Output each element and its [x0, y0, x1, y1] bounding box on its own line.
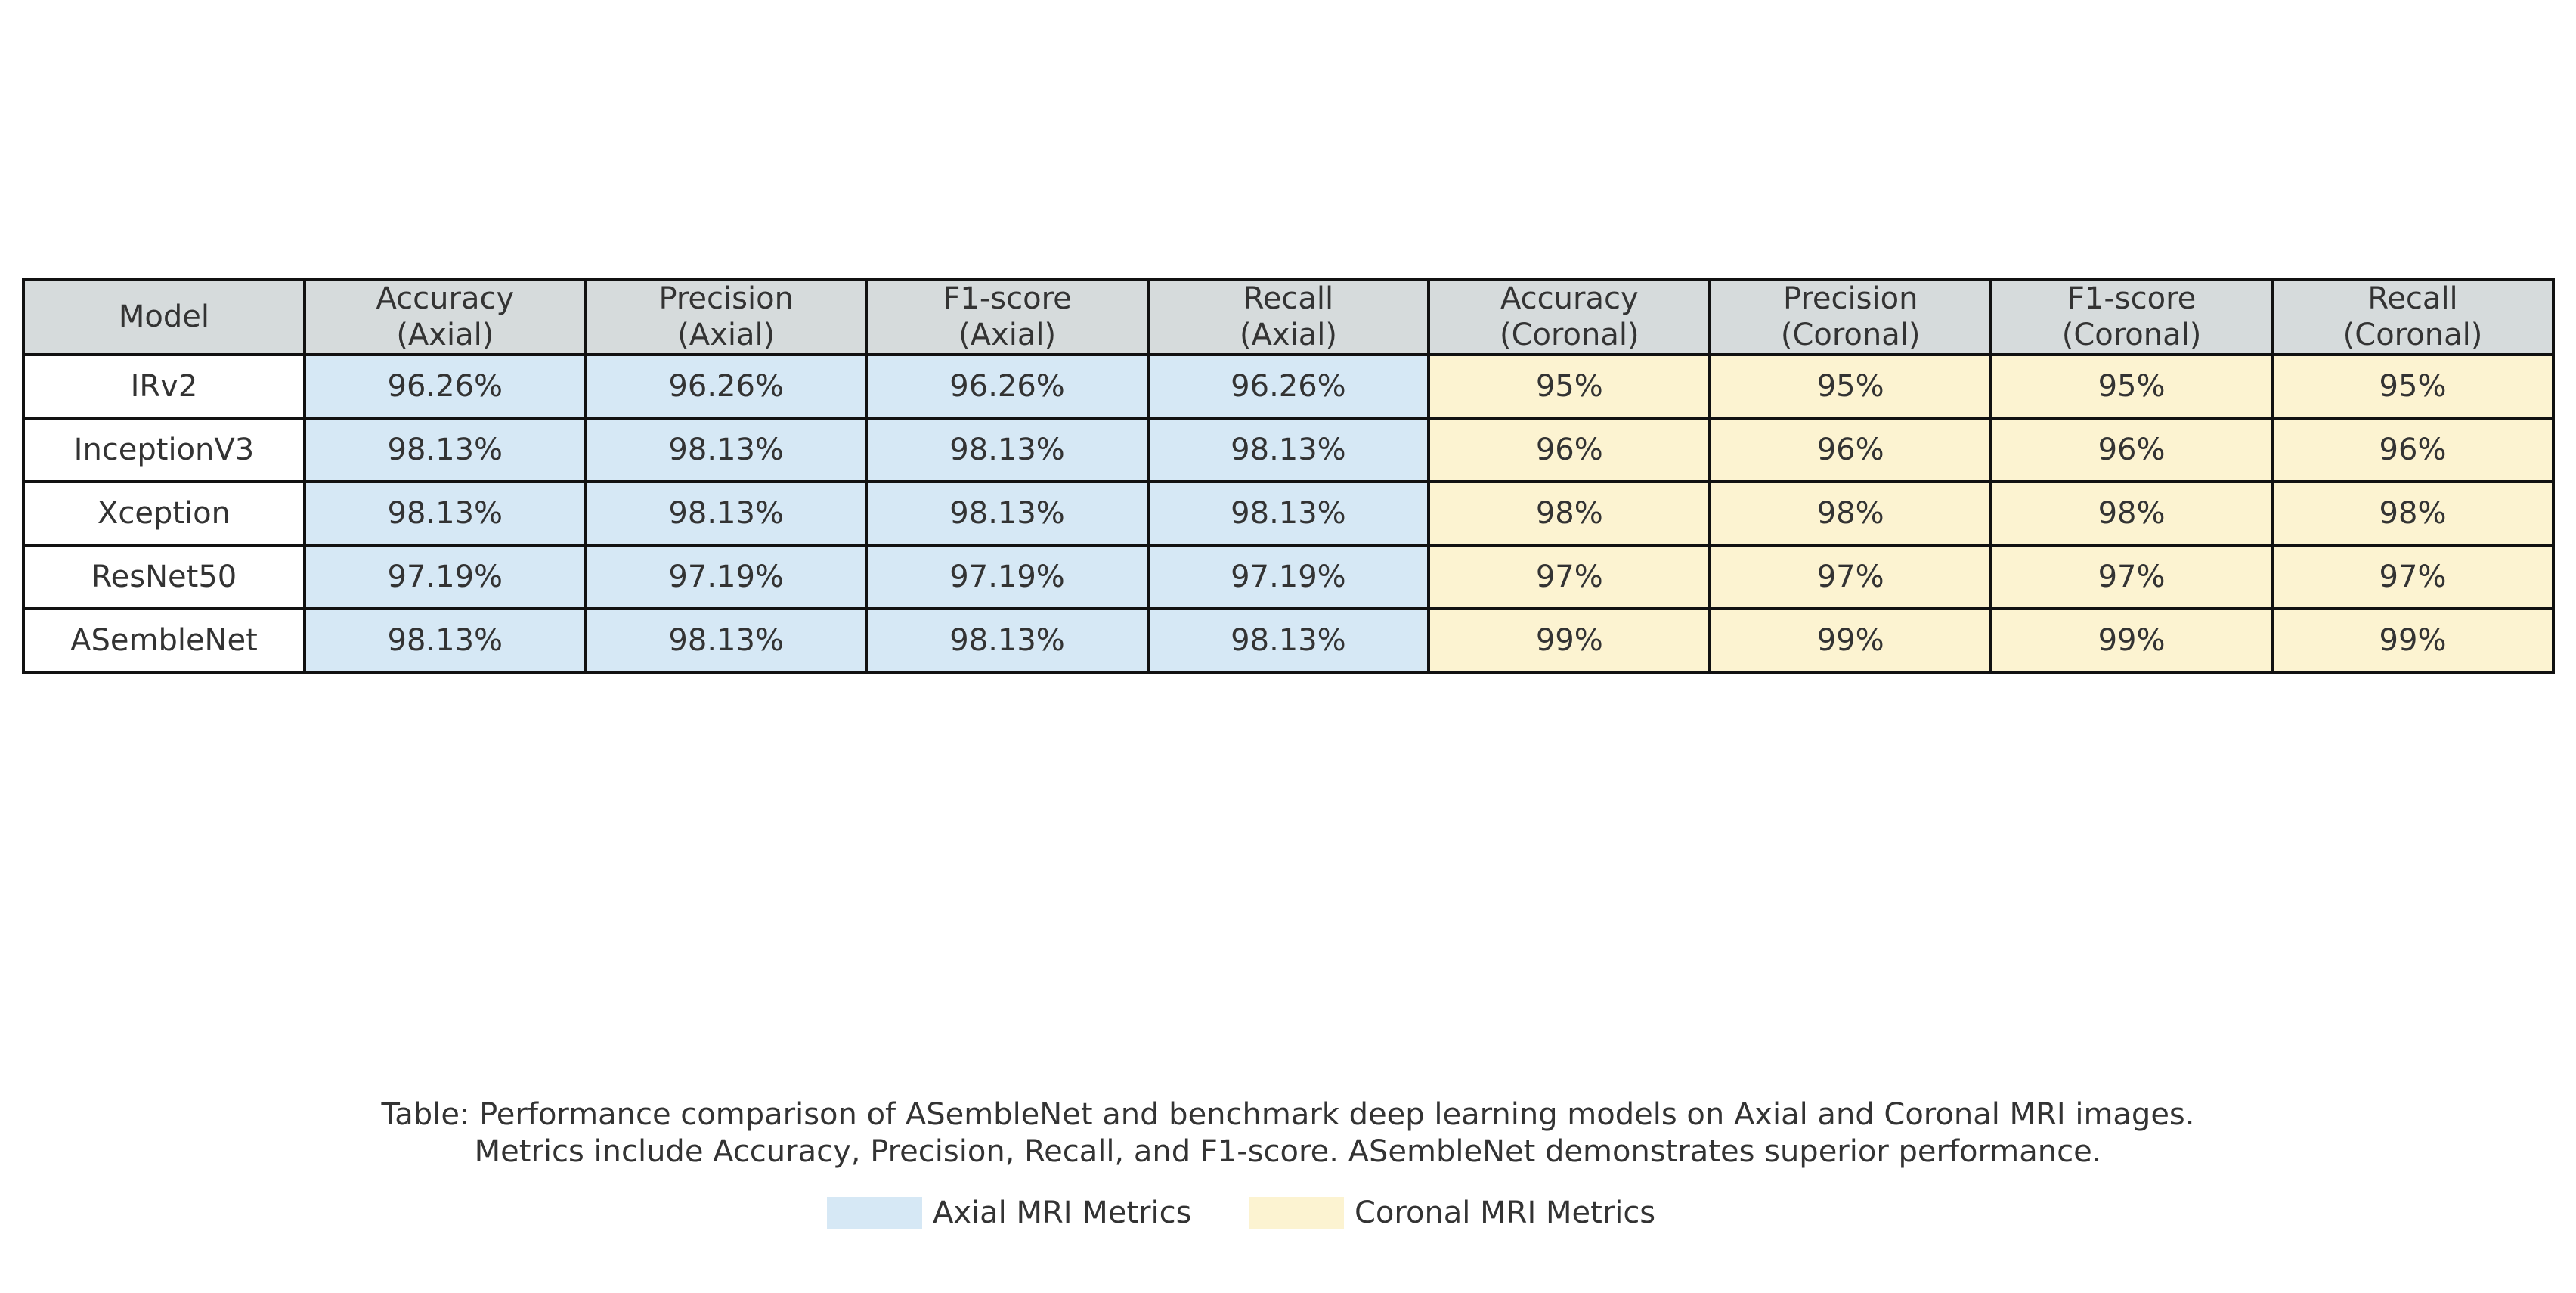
coronal-metric-cell: 98%	[1991, 482, 2272, 545]
column-header-line2: (Coronal)	[2061, 318, 2202, 352]
axial-metric-cell: 98.13%	[1148, 418, 1429, 482]
column-header-line1: Precision	[658, 281, 794, 316]
table-row	[23, 545, 2553, 609]
coronal-metric-cell: 98%	[1429, 482, 1710, 545]
column-header-line1: Model	[118, 299, 209, 334]
axial-metric-cell: 97.19%	[305, 545, 586, 609]
table-row	[23, 355, 2553, 418]
column-header-line2: (Axial)	[677, 318, 776, 352]
column-header	[2272, 279, 2553, 355]
column-header	[23, 279, 305, 355]
column-header	[1148, 279, 1429, 355]
column-header	[1429, 279, 1710, 355]
column-header	[586, 279, 867, 355]
column-header-line1: F1-score	[2067, 281, 2197, 316]
coronal-metric-cell: 98%	[1710, 482, 1991, 545]
axial-metric-cell: 96.26%	[1148, 355, 1429, 418]
coronal-metric-cell: 96%	[2272, 418, 2553, 482]
column-header-line1: Recall	[2367, 281, 2458, 316]
model-name-cell: ResNet50	[23, 545, 305, 609]
axial-metric-cell: 98.13%	[305, 418, 586, 482]
table-row	[23, 418, 2553, 482]
column-header-line2: (Coronal)	[1499, 318, 1639, 352]
legend-label-axial: Axial MRI Metrics	[933, 1195, 1192, 1230]
coronal-metric-cell: 99%	[1991, 609, 2272, 672]
column-header-line1: Recall	[1243, 281, 1334, 316]
header-row	[23, 279, 2553, 355]
axial-metric-cell: 97.19%	[867, 545, 1148, 609]
model-name-cell: ASembleNet	[23, 609, 305, 672]
axial-metric-cell: 98.13%	[1148, 482, 1429, 545]
legend-swatch-coronal	[1249, 1197, 1344, 1229]
axial-metric-cell: 98.13%	[586, 609, 867, 672]
column-header	[305, 279, 586, 355]
caption-line-2: Metrics include Accuracy, Precision, Recall, and F1-score. ASembleNet demonstrates superior performance.	[474, 1134, 2102, 1169]
column-header	[1991, 279, 2272, 355]
column-header	[867, 279, 1148, 355]
column-header-line2: (Axial)	[396, 318, 494, 352]
legend-swatch-axial	[827, 1197, 922, 1229]
column-header-line1: Accuracy	[1500, 281, 1639, 316]
coronal-metric-cell: 95%	[1710, 355, 1991, 418]
coronal-metric-cell: 95%	[1991, 355, 2272, 418]
column-header-line1: F1-score	[943, 281, 1072, 316]
coronal-metric-cell: 99%	[1710, 609, 1991, 672]
coronal-metric-cell: 99%	[1429, 609, 1710, 672]
coronal-metric-cell: 98%	[2272, 482, 2553, 545]
column-header	[1710, 279, 1991, 355]
table-body	[23, 355, 2553, 672]
table-row	[23, 609, 2553, 672]
table-row	[23, 482, 2553, 545]
results-table	[22, 278, 2555, 674]
legend-label-coronal: Coronal MRI Metrics	[1355, 1195, 1656, 1230]
column-header-line2: (Axial)	[958, 318, 1057, 352]
column-header-line2: (Axial)	[1239, 318, 1337, 352]
axial-metric-cell: 96.26%	[305, 355, 586, 418]
legend-item-axial	[827, 1195, 1192, 1231]
model-name-cell: IRv2	[23, 355, 305, 418]
column-header-line1: Precision	[1782, 281, 1918, 316]
legend-item-coronal	[1249, 1195, 1655, 1231]
axial-metric-cell: 98.13%	[867, 609, 1148, 672]
model-name-cell: Xception	[23, 482, 305, 545]
column-header-line1: Accuracy	[376, 281, 515, 316]
caption-line-1: Table: Performance comparison of ASembleNet and benchmark deep learning models on Axial and Coronal MRI images.	[381, 1097, 2195, 1132]
coronal-metric-cell: 97%	[2272, 545, 2553, 609]
coronal-metric-cell: 97%	[1991, 545, 2272, 609]
axial-metric-cell: 98.13%	[305, 609, 586, 672]
coronal-metric-cell: 99%	[2272, 609, 2553, 672]
column-header-line2: (Coronal)	[2342, 318, 2483, 352]
axial-metric-cell: 98.13%	[586, 418, 867, 482]
axial-metric-cell: 96.26%	[867, 355, 1148, 418]
coronal-metric-cell: 96%	[1710, 418, 1991, 482]
axial-metric-cell: 98.13%	[305, 482, 586, 545]
axial-metric-cell: 98.13%	[586, 482, 867, 545]
coronal-metric-cell: 95%	[1429, 355, 1710, 418]
model-name-cell: InceptionV3	[23, 418, 305, 482]
axial-metric-cell: 96.26%	[586, 355, 867, 418]
axial-metric-cell: 98.13%	[867, 418, 1148, 482]
coronal-metric-cell: 97%	[1429, 545, 1710, 609]
coronal-metric-cell: 97%	[1710, 545, 1991, 609]
column-header-line2: (Coronal)	[1780, 318, 1921, 352]
axial-metric-cell: 97.19%	[1148, 545, 1429, 609]
axial-metric-cell: 98.13%	[1148, 609, 1429, 672]
coronal-metric-cell: 96%	[1429, 418, 1710, 482]
coronal-metric-cell: 95%	[2272, 355, 2553, 418]
axial-metric-cell: 98.13%	[867, 482, 1148, 545]
axial-metric-cell: 97.19%	[586, 545, 867, 609]
coronal-metric-cell: 96%	[1991, 418, 2272, 482]
